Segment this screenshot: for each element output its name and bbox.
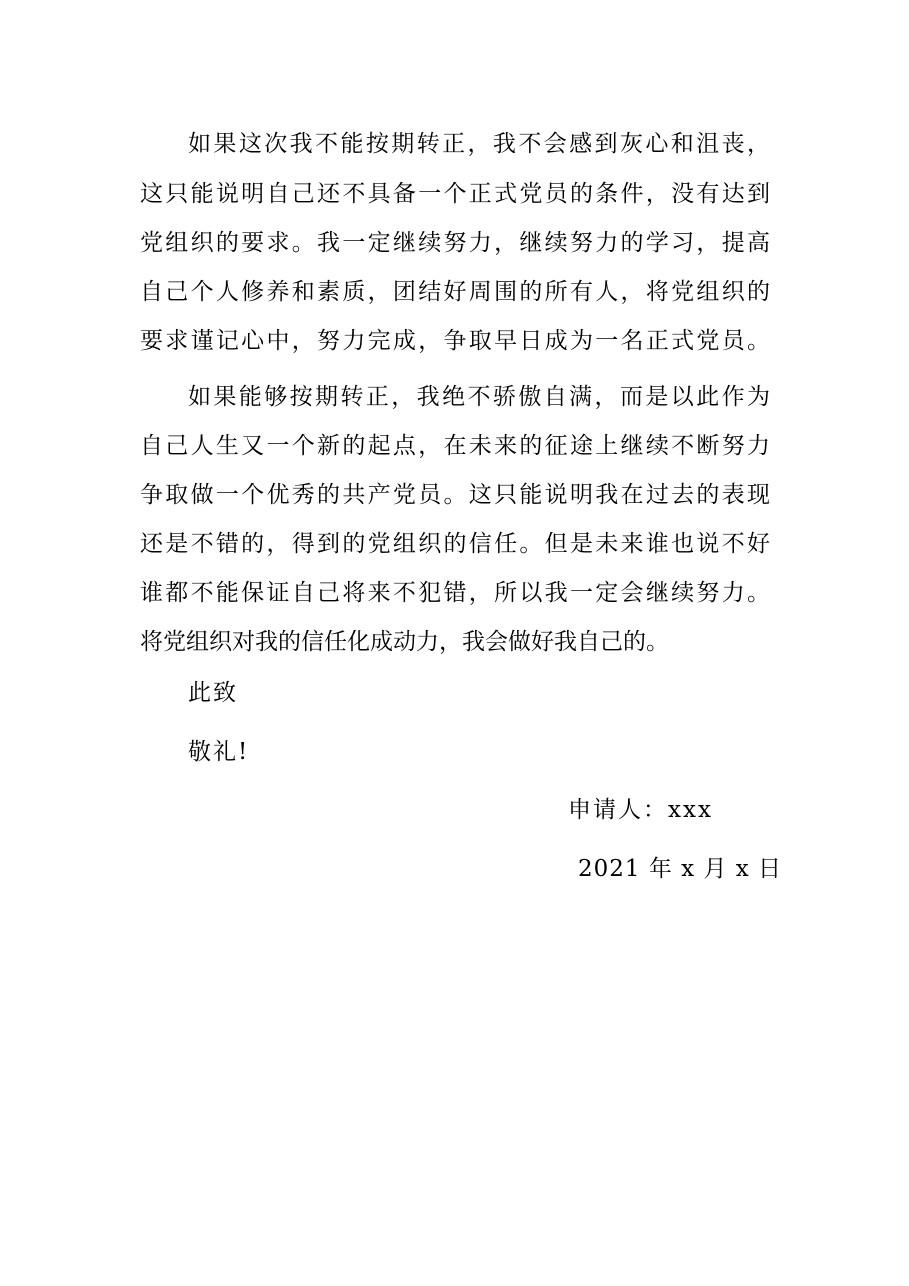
closing-text: 此致 xyxy=(188,680,238,706)
paragraph-2-line-1: 如果能够按期转正，我绝不骄傲自满，而是以此作为 xyxy=(188,384,770,410)
applicant-signature: 申请人：xxx xyxy=(568,797,713,823)
paragraph-1-line-5: 要求谨记心中，努力完成，争取早日成为一名正式党员。 xyxy=(140,328,770,354)
paragraph-1-line-3: 党组织的要求。我一定继续努力，继续努力的学习，提高 xyxy=(140,230,770,256)
paragraph-2-line-3: 争取做一个优秀的共产党员。这只能说明我在过去的表现 xyxy=(140,482,770,508)
paragraph-1-line-2: 这只能说明自己还不具备一个正式党员的条件，没有达到 xyxy=(140,181,770,207)
paragraph-2-line-6: 将党组织对我的信任化成动力，我会做好我自己的。 xyxy=(140,629,669,655)
application-date: 2021 年 x 月 x 日 xyxy=(578,856,783,882)
paragraph-2-line-2: 自己人生又一个新的起点，在未来的征途上继续不断努力 xyxy=(140,433,770,459)
paragraph-1-line-1: 如果这次我不能按期转正，我不会感到灰心和沮丧， xyxy=(188,131,770,157)
paragraph-1-line-4: 自己个人修养和素质，团结好周围的所有人，将党组织的 xyxy=(140,279,770,305)
paragraph-2-line-4: 还是不错的，得到的党组织的信任。但是未来谁也说不好 xyxy=(140,531,770,557)
paragraph-2-line-5: 谁都不能保证自己将来不犯错，所以我一定会继续努力。 xyxy=(140,580,770,606)
salute-text: 敬礼! xyxy=(188,739,250,765)
